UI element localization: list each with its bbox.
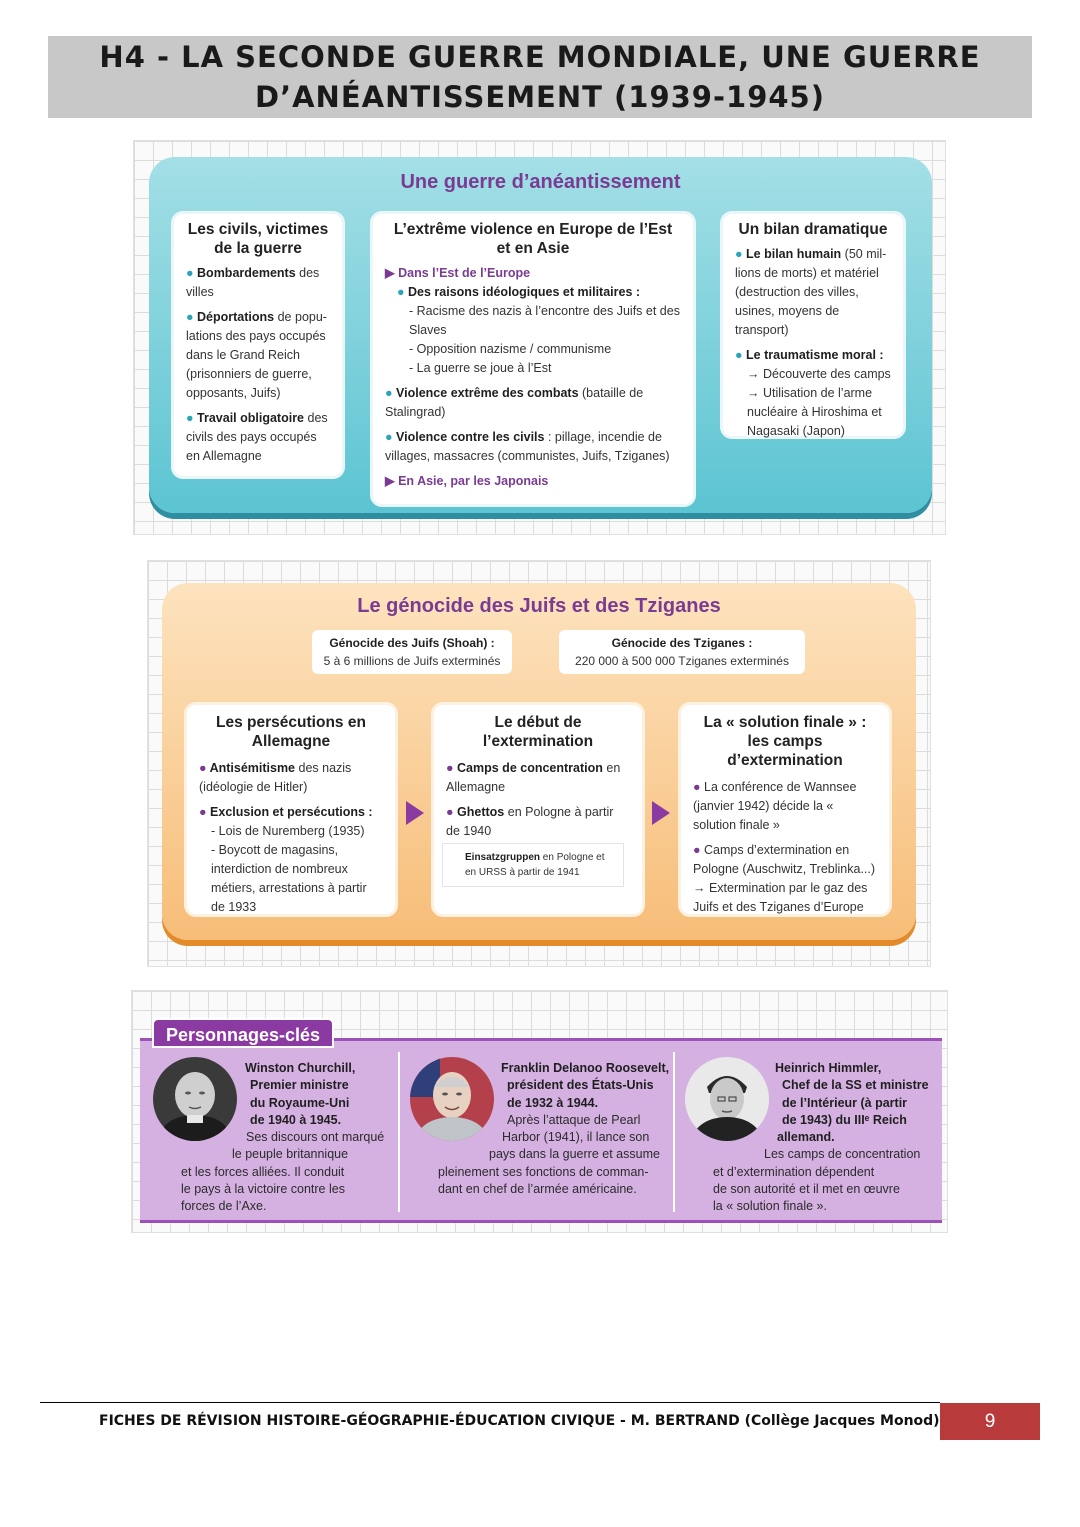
persecutions-box (184, 702, 398, 917)
churchill-bio: Winston Churchill, Premier ministre du Royaume-Uni de 1940 à 1945. Ses discours ont marqué le peuple britannique et les forces alliées. Il conduit le pays à la victoire contre les forces de l’Axe. (181, 1061, 385, 1214)
einsatzgruppen-note: Einsatzgruppen en Pologne et en URSS à partir de 1941 (442, 843, 624, 887)
genocide-panel (162, 583, 916, 940)
divider (673, 1052, 675, 1212)
list-item: → Découverte des camps (747, 367, 891, 381)
box-heading: L’extrême violence en Europe de l’Est et en Asie (393, 221, 673, 257)
list-item: ● Violence contre les civils : pillage, incendie de villages, massacres (communistes, Juifs, Tziganes) (385, 430, 670, 463)
east-violence-box (370, 211, 696, 507)
list-item: → Utilisation de l’arme nucléaire à Hiroshima et Nagasaki (Japon) (747, 386, 882, 438)
key-figures-tag: Personnages-clés (152, 1018, 334, 1048)
page-title-line-1: H4 - LA SECONDE GUERRE MONDIALE, UNE GUERRE (99, 40, 981, 74)
list-item: ● Camps d’extermination en Pologne (Auschwitz, Treblinka...) (693, 843, 876, 876)
himmler-bio: Heinrich Himmler, Chef de la SS et ministre de l’Intérieur (à partir de 1943) du IIIᵉ Reich allemand. Les camps de concentration et d’extermination dépendent de son autorité et il met en œuvre la « solution finale ». (713, 1061, 929, 1214)
list-item: → Extermination par le gaz des Juifs et des Tziganes d’Europe (693, 881, 868, 914)
footer-rule (40, 1402, 940, 1403)
footer-text: FICHES DE RÉVISION HISTOIRE-GÉOGRAPHIE-ÉDUCATION CIVIQUE - M. BERTRAND (Collège Jacques Monod) (99, 1413, 940, 1429)
list-item: ● Déportations de popu-lations des pays occupés dans le Grand Reich (prisonniers de guerre, opposants, Juifs) (186, 310, 327, 400)
list-item: ● Bombardements des villes (186, 266, 320, 299)
list-item: - Boycott de magasins, interdiction de nombreux métiers, arrestations à partir de 1933 (211, 843, 367, 914)
list-item: ● Le bilan humain (50 mil-lions de morts) et matériel (destruction des villes, usines, moyens de transport) (735, 247, 887, 337)
extermination-start-box (431, 702, 645, 917)
assessment-box (720, 211, 906, 439)
civilians-box (171, 211, 345, 479)
divider (398, 1052, 400, 1212)
final-solution-box (678, 702, 892, 917)
box-heading: Un bilan dramatique (738, 221, 888, 238)
list-item: ● La conférence de Wannsee (janvier 1942) décide la « solution finale » (693, 780, 857, 832)
box-heading: Les persécutions en Allemagne (216, 714, 366, 750)
roosevelt-bio: Franklin Delanoo Roosevelt, président des États-Unis de 1932 à 1944. Après l’attaque de Pearl Harbor (1941), il lance son pays dans la guerre et assume pleinement ses fonctions de comman- dant en chef de l’armée américaine. (438, 1061, 670, 1197)
list-item: - Racisme des nazis à l’encontre des Juifs et des Slaves (409, 304, 680, 337)
list-item: - La guerre se joue à l’Est (409, 361, 552, 375)
tziganes-genocide-box: Génocide des Tziganes : 220 000 à 500 000 Tziganes exterminés (559, 630, 805, 674)
arrow-right-icon (652, 801, 670, 825)
box-heading: Les civils, victimes de la guerre (187, 221, 329, 257)
asia-label: ▶ En Asie, par les Japonais (385, 474, 549, 488)
list-item: ● Antisémitisme des nazis (idéologie de Hitler) (199, 761, 352, 794)
box-heading: La « solution finale » : les camps d’extermination (703, 714, 867, 769)
section-title: Le génocide des Juifs et des Tziganes (357, 595, 721, 617)
list-item: - Opposition nazisme / communisme (409, 342, 612, 356)
box-heading: Le début de l’extermination (482, 714, 594, 750)
page-title-line-2: D’ANÉANTISSEMENT (1939-1945) (255, 80, 825, 114)
section-title: Une guerre d’anéantissement (400, 171, 681, 193)
title-banner (48, 36, 1032, 118)
list-item: ● Camps de concentration en Allemagne (446, 761, 621, 794)
list-item: ● Exclusion et persécutions : (199, 805, 373, 819)
list-item: ● Travail obligatoire des civils des pays occupés en Allemagne (186, 411, 328, 463)
list-item: ● Le traumatisme moral : (735, 348, 884, 362)
arrow-right-icon (406, 801, 424, 825)
list-item: - Lois de Nuremberg (1935) (211, 824, 365, 838)
jews-genocide-box: Génocide des Juifs (Shoah) : 5 à 6 millions de Juifs exterminés (312, 630, 512, 674)
list-item: ● Ghettos en Pologne à partir de 1940 (446, 805, 614, 838)
east-europe-label: ▶ Dans l’Est de l’Europe (385, 266, 531, 280)
list-item: ● Des raisons idéologiques et militaires : (397, 285, 641, 299)
list-item: ● Violence extrême des combats (bataille de Stalingrad) (385, 386, 644, 419)
page-number: 9 (940, 1403, 1040, 1440)
war-annihilation-panel (149, 157, 932, 513)
